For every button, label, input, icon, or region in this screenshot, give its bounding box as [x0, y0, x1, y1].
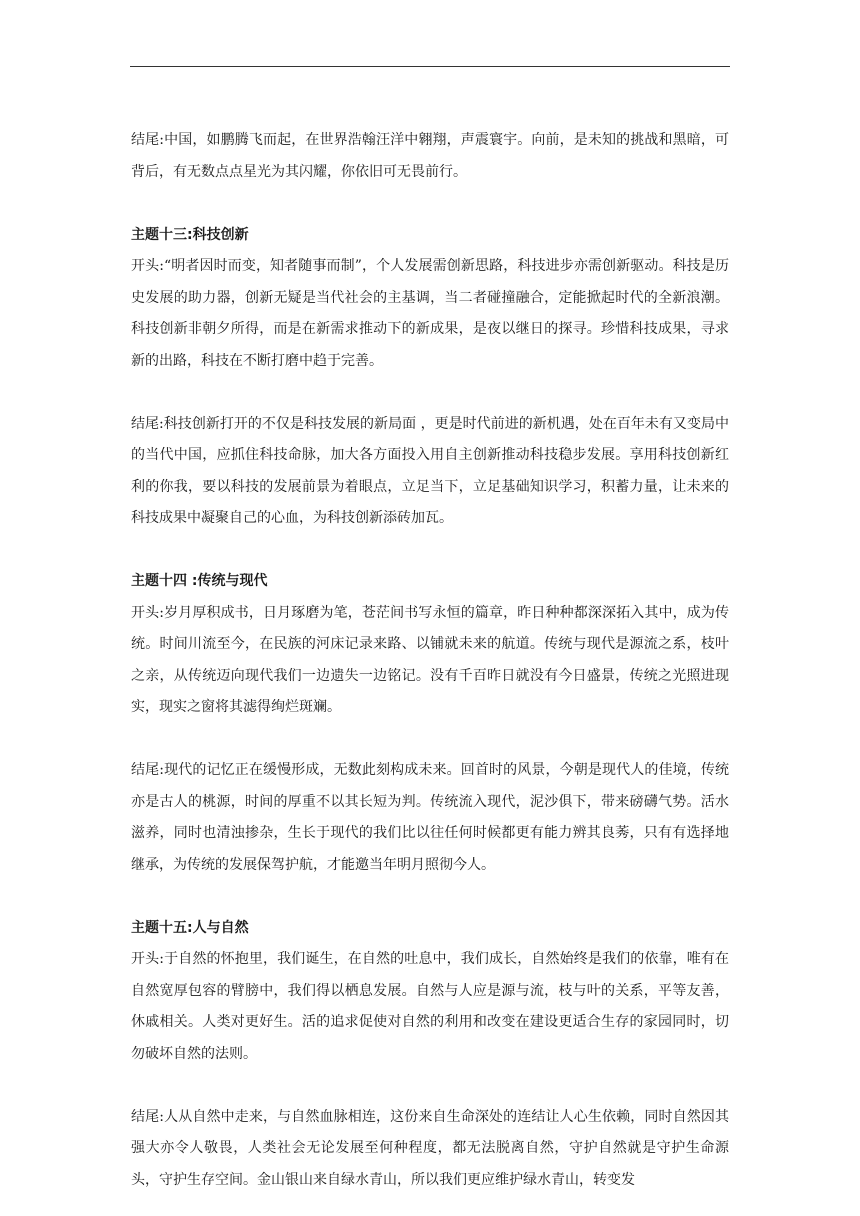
opening-paragraph-13: 开头:“明者因时而变，知者随事而制”，个人发展需创新思路，科技进步亦需创新驱动。科技是历史发展的助力器，创新无疑是当代社会的主基调，当二者碰撞融合，定能掀起时代的全新浪潮。科技创新非朝夕所得，而是在新需求推动下的新成果，是夜以继日的探寻。珍惜科技成果，寻求新的出路，科技在不断打磨中趋于完善。	[131, 258, 729, 369]
paragraph-gap	[131, 535, 729, 567]
paragraph-gap	[131, 188, 729, 220]
opening-paragraph-14: 开头:岁月厚积成书，日月琢磨为笔，苍茫间书写永恒的篇章，昨日种种都深深拓入其中，成为传统。时间川流至今，在民族的河床记录来路、以铺就未来的航道。传统与现代是源流之系，枝叶之亲，从传统迈向现代我们一边遗失一边铭记。没有千百昨日就没有今日盛景，传统之光照进现实，现实之窗将其滤得绚烂斑斓。	[131, 604, 729, 715]
opening-paragraph-15: 开头:于自然的怀抱里，我们诞生，在自然的吐息中，我们成长，自然始终是我们的依靠，唯有在自然宽厚包容的臂膀中，我们得以栖息发展。自然与人应是源与流，枝与叶的关系，平等友善，休戚相关。人类对更好生。活的追求促使对自然的利用和改变在建设更适合生存的家园同时，切勿破坏自然的法则。	[131, 951, 729, 1062]
closing-paragraph-14: 结尾:现代的记忆正在缓慢形成，无数此刻构成未来。回首时的风景，今朝是现代人的佳境，传统亦是古人的桃源，时间的厚重不以其长短为判。传统流入现代，泥沙俱下，带来磅礴气势。活水滋养，同时也清浊掺杂，生长于现代的我们比以往任何时候都更有能力辨其良莠，只有有选择地继承，为传统的发展保驾护航，才能邀当年明月照彻今人。	[131, 762, 729, 873]
document-body	[131, 125, 729, 1196]
section-heading-15: 主题十五:人与自然	[131, 919, 249, 936]
paragraph-gap	[131, 881, 729, 913]
section-heading-14: 主题十四 :传统与现代	[131, 573, 268, 589]
section-heading-13: 主题十三:科技创新	[131, 226, 249, 243]
paragraph-gap	[131, 724, 729, 756]
paragraph-gap	[131, 1070, 729, 1102]
closing-paragraph-13: 结尾:科技创新打开的不仅是科技发展的新局面 ，更是时代前进的新机遇，处在百年未有又变局中的当代中国，应抓住科技命脉，加大各方面投入用自主创新推动科技稳步发展。享用科技创新红利的你我，要以科技的发展前景为着眼点，立足当下，立足基础知识学习，积蓄力量，让未来的科技成果中凝聚自己的心血，为科技创新添砖加瓦。	[131, 415, 729, 526]
closing-paragraph-15: 结尾:人从自然中走来，与自然血脉相连，这份来自生命深处的连结让人心生依赖，同时自然因其强大亦令人敬畏，人类社会无论发展至何种程度，都无法脱离自然，守护自然就是守护生命源头，守护生存空间。金山银山来自绿水青山，所以我们更应维护绿水青山，转变发	[131, 1108, 729, 1188]
paragraph-gap	[131, 377, 729, 409]
closing-paragraph-china: 结尾:中国，如鹏腾飞而起，在世界浩翰汪洋中翱翔，声震寰宇。向前，是未知的挑战和黑暗，可背后，有无数点点星光为其闪耀，你依旧可无畏前行。	[131, 132, 729, 180]
header-rule	[130, 66, 730, 67]
